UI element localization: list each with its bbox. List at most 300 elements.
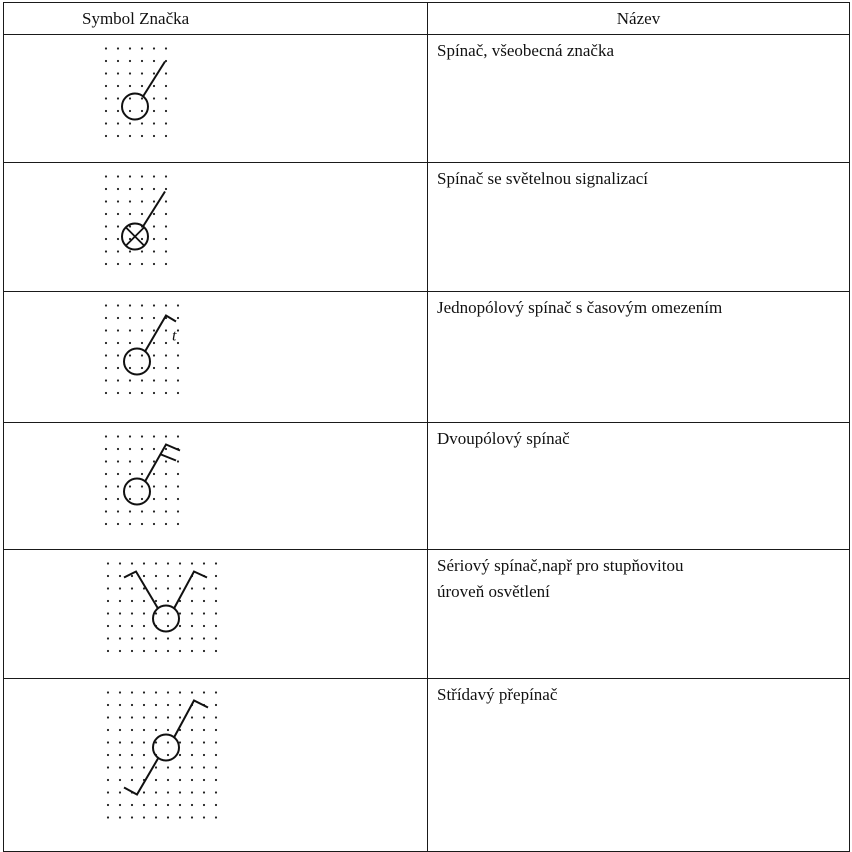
grid-dot [129, 448, 131, 450]
grid-dot [165, 510, 167, 512]
grid-dot [117, 250, 119, 252]
grid-dot [143, 650, 145, 652]
grid-dot [179, 691, 181, 693]
grid-dot [129, 379, 131, 381]
grid-dot [167, 754, 169, 756]
grid-dot [143, 729, 145, 731]
grid-dot [131, 766, 133, 768]
grid-dot [167, 729, 169, 731]
grid-dot [179, 754, 181, 756]
grid-dot [129, 60, 131, 62]
grid-dot [105, 85, 107, 87]
grid-dot [107, 816, 109, 818]
grid-dot [131, 650, 133, 652]
grid-dot [107, 625, 109, 627]
switch-series-icon [4, 550, 427, 678]
grid-dot [153, 379, 155, 381]
grid-dot [141, 498, 143, 500]
grid-dot [143, 625, 145, 627]
switch-time-limited-icon [4, 292, 427, 422]
grid-dot [107, 704, 109, 706]
grid-dot [167, 766, 169, 768]
grid-dot [153, 225, 155, 227]
grid-dot [167, 704, 169, 706]
grid-dot [165, 473, 167, 475]
symbol-cell [4, 550, 428, 679]
grid-dot [129, 135, 131, 137]
grid-dot [129, 263, 131, 265]
grid-dot [177, 379, 179, 381]
grid-dot [167, 779, 169, 781]
grid-dot [129, 473, 131, 475]
grid-dot [177, 329, 179, 331]
grid-dot [191, 754, 193, 756]
grid-dot [105, 238, 107, 240]
grid-dot [141, 329, 143, 331]
grid-dot [105, 175, 107, 177]
grid-dot [177, 510, 179, 512]
grid-dot [153, 97, 155, 99]
grid-dot [143, 691, 145, 693]
grid-dot [167, 562, 169, 564]
grid-dot [119, 650, 121, 652]
grid-dot [191, 587, 193, 589]
grid-dot [203, 741, 205, 743]
grid-dot [131, 704, 133, 706]
grid-dot [167, 741, 169, 743]
table-row [4, 35, 850, 163]
grid-dot [153, 135, 155, 137]
grid-dot [129, 354, 131, 356]
grid-dot [117, 122, 119, 124]
grid-dot [119, 754, 121, 756]
symbol-table [3, 2, 850, 852]
grid-dot [215, 804, 217, 806]
grid-dot [167, 625, 169, 627]
grid-dot [105, 122, 107, 124]
grid-dot [155, 691, 157, 693]
grid-dot [215, 716, 217, 718]
grid-dot [143, 612, 145, 614]
grid-dot [105, 188, 107, 190]
grid-dot [131, 729, 133, 731]
grid-dot [155, 562, 157, 564]
name-cell: Dvoupólový spínač [428, 423, 850, 550]
grid-dot [177, 304, 179, 306]
grid-dot [215, 625, 217, 627]
grid-dot [105, 367, 107, 369]
grid-dot [105, 304, 107, 306]
grid-dot [141, 392, 143, 394]
grid-dot [141, 342, 143, 344]
grid-dot [153, 523, 155, 525]
grid-dot [191, 600, 193, 602]
grid-dot [107, 729, 109, 731]
grid-dot [153, 110, 155, 112]
grid-dot [143, 704, 145, 706]
grid-dot [107, 612, 109, 614]
grid-dot [141, 72, 143, 74]
grid-dot [117, 460, 119, 462]
grid-dot [191, 625, 193, 627]
grid-dot [215, 741, 217, 743]
grid-dot [165, 329, 167, 331]
grid-dot [179, 704, 181, 706]
symbol-cell [4, 679, 428, 852]
grid-dot [129, 435, 131, 437]
grid-dot [165, 460, 167, 462]
grid-dot [167, 816, 169, 818]
grid-dot [165, 392, 167, 394]
grid-dot [153, 122, 155, 124]
grid-dot [119, 791, 121, 793]
grid-dot [179, 587, 181, 589]
time-label: t [172, 327, 177, 345]
grid-dot [117, 263, 119, 265]
grid-dot [177, 367, 179, 369]
grid-dot [129, 47, 131, 49]
grid-dot [165, 135, 167, 137]
grid-dot [167, 587, 169, 589]
grid-dot [153, 473, 155, 475]
grid-dot [155, 791, 157, 793]
grid-dot [119, 625, 121, 627]
grid-dot [215, 691, 217, 693]
grid-dot [203, 600, 205, 602]
grid-dot [119, 691, 121, 693]
grid-dot [153, 188, 155, 190]
grid-dot [117, 200, 119, 202]
grid-dot [131, 816, 133, 818]
grid-dot [105, 354, 107, 356]
grid-dot [165, 85, 167, 87]
grid-dot [105, 435, 107, 437]
name-cell: Spínač, všeobecná značka [428, 35, 850, 163]
grid-dot [191, 650, 193, 652]
grid-dot [215, 612, 217, 614]
grid-dot [141, 485, 143, 487]
grid-dot [215, 779, 217, 781]
grid-dot [131, 716, 133, 718]
grid-dot [165, 448, 167, 450]
grid-dot [191, 729, 193, 731]
grid-dot [153, 498, 155, 500]
grid-dot [129, 523, 131, 525]
grid-dot [117, 329, 119, 331]
grid-dot [215, 562, 217, 564]
grid-dot [131, 600, 133, 602]
grid-dot [165, 110, 167, 112]
grid-dot [143, 575, 145, 577]
symbol-cell [4, 35, 428, 163]
grid-dot [105, 510, 107, 512]
grid-dot [215, 650, 217, 652]
grid-dot [165, 379, 167, 381]
grid-dot [131, 587, 133, 589]
grid-dot [143, 816, 145, 818]
grid-dot [141, 510, 143, 512]
grid-dot [119, 729, 121, 731]
grid-dot [117, 354, 119, 356]
grid-dot [141, 523, 143, 525]
grid-dot [131, 612, 133, 614]
grid-dot [155, 716, 157, 718]
grid-dot [153, 367, 155, 369]
grid-dot [155, 650, 157, 652]
grid-dot [165, 175, 167, 177]
grid-dot [119, 766, 121, 768]
grid-dot [141, 110, 143, 112]
grid-dot [129, 200, 131, 202]
switch-general-icon [4, 35, 427, 162]
grid-dot [117, 379, 119, 381]
grid-dot [107, 741, 109, 743]
grid-dot [107, 600, 109, 602]
grid-dot [131, 691, 133, 693]
grid-dot [153, 263, 155, 265]
grid-dot [165, 97, 167, 99]
grid-dot [179, 716, 181, 718]
grid-dot [179, 650, 181, 652]
grid-dot [105, 60, 107, 62]
grid-dot [129, 329, 131, 331]
grid-dot [179, 779, 181, 781]
switch-double-pole-icon [4, 423, 427, 549]
grid-dot [177, 354, 179, 356]
grid-dot [117, 435, 119, 437]
grid-dot [117, 317, 119, 319]
grid-dot [165, 225, 167, 227]
grid-dot [105, 342, 107, 344]
grid-dot [105, 250, 107, 252]
grid-dot [143, 562, 145, 564]
grid-dot [153, 485, 155, 487]
grid-dot [129, 213, 131, 215]
grid-dot [165, 435, 167, 437]
switch-changeover-icon [4, 679, 427, 851]
grid-dot [107, 575, 109, 577]
grid-dot [129, 485, 131, 487]
grid-dot [117, 85, 119, 87]
grid-dot [141, 122, 143, 124]
grid-dot [107, 754, 109, 756]
grid-dot [153, 250, 155, 252]
grid-dot [165, 250, 167, 252]
grid-dot [155, 766, 157, 768]
grid-dot [129, 510, 131, 512]
grid-dot [203, 612, 205, 614]
grid-dot [165, 213, 167, 215]
grid-dot [129, 97, 131, 99]
grid-dot [141, 379, 143, 381]
grid-dot [129, 110, 131, 112]
grid-dot [215, 637, 217, 639]
grid-dot [143, 766, 145, 768]
grid-dot [165, 304, 167, 306]
grid-dot [203, 650, 205, 652]
grid-dot [107, 716, 109, 718]
grid-dot [167, 637, 169, 639]
grid-dot [105, 263, 107, 265]
grid-dot [155, 587, 157, 589]
grid-dot [155, 704, 157, 706]
grid-dot [117, 213, 119, 215]
grid-dot [141, 200, 143, 202]
grid-dot [215, 766, 217, 768]
grid-dot [143, 804, 145, 806]
table-row [4, 292, 850, 423]
grid-dot [155, 637, 157, 639]
grid-dot [141, 304, 143, 306]
grid-dot [179, 791, 181, 793]
grid-dot [107, 691, 109, 693]
grid-dot [165, 122, 167, 124]
grid-dot [177, 392, 179, 394]
grid-dot [105, 213, 107, 215]
grid-dot [105, 135, 107, 137]
table-row [4, 163, 850, 292]
grid-dot [141, 188, 143, 190]
grid-dot [119, 575, 121, 577]
grid-dot [203, 804, 205, 806]
grid-dot [165, 485, 167, 487]
grid-dot [105, 392, 107, 394]
grid-dot [143, 716, 145, 718]
symbol-cell [4, 292, 428, 423]
grid-dot [119, 612, 121, 614]
grid-dot [141, 47, 143, 49]
grid-dot [177, 485, 179, 487]
grid-dot [107, 562, 109, 564]
grid-dot [105, 473, 107, 475]
table-row [4, 679, 850, 852]
grid-dot [155, 600, 157, 602]
grid-dot [153, 47, 155, 49]
grid-dot [119, 741, 121, 743]
grid-dot [117, 225, 119, 227]
grid-dot [131, 625, 133, 627]
symbol-column-header: Symbol Značka [4, 3, 428, 35]
grid-dot [191, 612, 193, 614]
grid-dot [153, 354, 155, 356]
grid-dot [129, 250, 131, 252]
grid-dot [191, 716, 193, 718]
grid-dot [107, 791, 109, 793]
grid-dot [179, 575, 181, 577]
grid-dot [177, 473, 179, 475]
grid-dot [107, 637, 109, 639]
grid-dot [191, 637, 193, 639]
grid-dot [153, 213, 155, 215]
grid-dot [215, 791, 217, 793]
grid-dot [117, 238, 119, 240]
grid-dot [167, 612, 169, 614]
grid-dot [167, 716, 169, 718]
grid-dot [141, 85, 143, 87]
grid-dot [203, 625, 205, 627]
grid-dot [153, 329, 155, 331]
grid-dot [215, 754, 217, 756]
grid-dot [155, 816, 157, 818]
grid-dot [191, 816, 193, 818]
grid-dot [129, 304, 131, 306]
grid-dot [107, 766, 109, 768]
grid-dot [143, 791, 145, 793]
grid-dot [119, 562, 121, 564]
grid-dot [105, 110, 107, 112]
grid-dot [155, 729, 157, 731]
grid-dot [167, 691, 169, 693]
grid-dot [117, 523, 119, 525]
grid-dot [165, 188, 167, 190]
grid-dot [153, 238, 155, 240]
switch-indicator-light-icon [4, 163, 427, 291]
grid-dot [203, 791, 205, 793]
grid-dot [119, 587, 121, 589]
grid-dot [129, 122, 131, 124]
grid-dot [117, 392, 119, 394]
grid-dot [117, 485, 119, 487]
grid-dot [119, 637, 121, 639]
grid-dot [117, 175, 119, 177]
grid-dot [117, 135, 119, 137]
grid-dot [165, 47, 167, 49]
grid-dot [129, 342, 131, 344]
grid-dot [153, 304, 155, 306]
grid-dot [117, 60, 119, 62]
grid-dot [203, 716, 205, 718]
grid-dot [107, 587, 109, 589]
symbol-cell [4, 163, 428, 292]
grid-dot [129, 85, 131, 87]
grid-dot [107, 804, 109, 806]
grid-dot [105, 72, 107, 74]
grid-dot [203, 766, 205, 768]
grid-dot [129, 175, 131, 177]
grid-dot [117, 47, 119, 49]
grid-dot [153, 200, 155, 202]
grid-dot [165, 342, 167, 344]
grid-dot [153, 342, 155, 344]
grid-dot [143, 637, 145, 639]
grid-dot [215, 816, 217, 818]
grid-dot [105, 47, 107, 49]
grid-dot [141, 473, 143, 475]
grid-dot [117, 72, 119, 74]
grid-dot [203, 562, 205, 564]
grid-dot [119, 804, 121, 806]
grid-dot [177, 498, 179, 500]
grid-dot [143, 741, 145, 743]
grid-dot [191, 804, 193, 806]
grid-dot [131, 754, 133, 756]
grid-dot [117, 510, 119, 512]
grid-dot [129, 188, 131, 190]
grid-dot [153, 435, 155, 437]
grid-dot [215, 587, 217, 589]
grid-dot [179, 625, 181, 627]
grid-dot [117, 304, 119, 306]
grid-dot [215, 729, 217, 731]
grid-dot [165, 238, 167, 240]
table-row [4, 550, 850, 679]
grid-dot [179, 637, 181, 639]
grid-dot [131, 741, 133, 743]
grid-dot [153, 510, 155, 512]
grid-dot [141, 354, 143, 356]
grid-dot [191, 791, 193, 793]
grid-dot [105, 317, 107, 319]
